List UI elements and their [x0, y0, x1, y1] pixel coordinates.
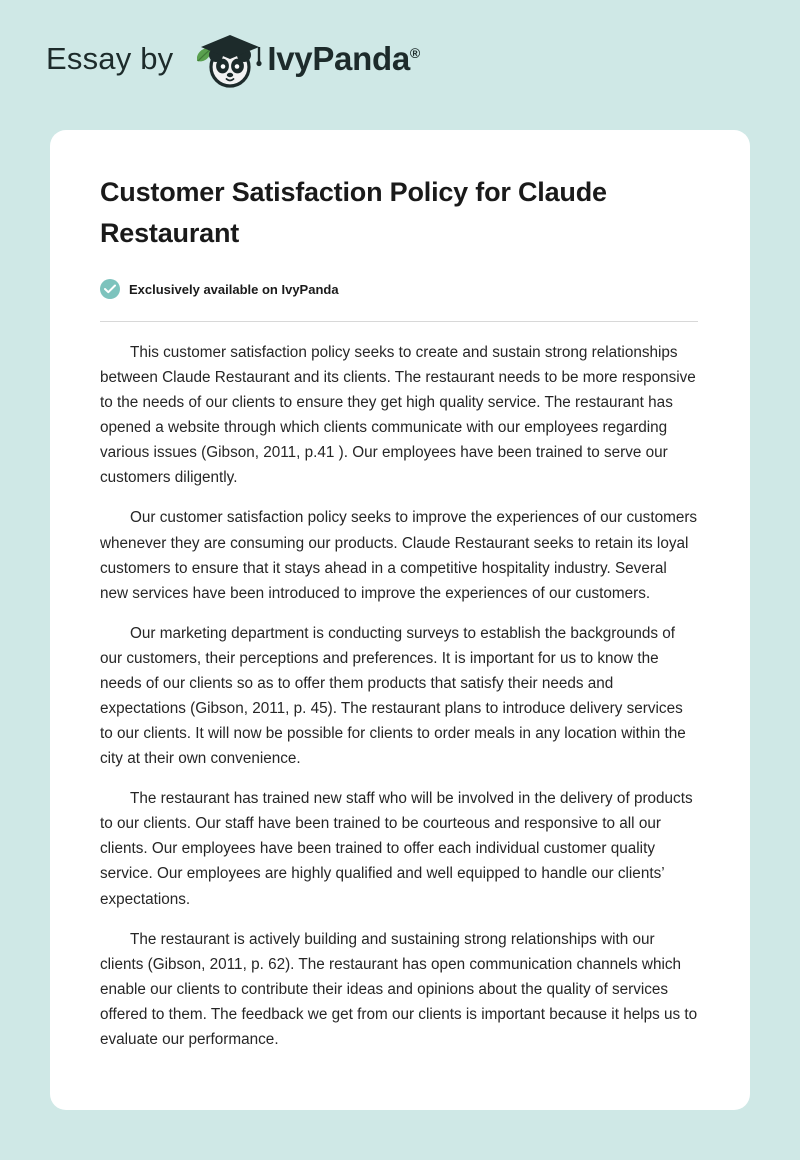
brand-name	[267, 40, 420, 78]
paragraph: The restaurant has trained new staff who will be involved in the delivery of products to our clients. Our staff have been trained to be courteous and responsive to all our clients. Our employees have been trained to offer each individual customer quality service. Our employees are highly qualified and well equipped to handle our clients’ expectations.	[100, 790, 693, 908]
exclusive-badge	[74, 279, 724, 299]
essay-card	[50, 130, 750, 1110]
status-badge-label: Exclusively available on IvyPanda	[129, 281, 339, 297]
graduation-cap-panda-logo-icon	[185, 27, 269, 91]
brand-logo[interactable]	[185, 27, 420, 91]
paragraph: This customer satisfaction policy seeks to create and sustain strong relationships between Claude Restaurant and its clients. The restaurant needs to be more responsive to the needs of our clients to ensure they get high quality service. The restaurant has opened a website through which clients communicate with our employees regarding various issues (Gibson, 2011, p.41 ). Our employees have been trained to serve our customers diligently.	[100, 344, 696, 487]
registered-mark: ®	[409, 45, 420, 61]
header-prefix-text: Essay by	[46, 41, 174, 76]
site-header	[0, 0, 800, 78]
paragraph: The restaurant is actively building and sustaining strong relationships with our clients (Gibson, 2011, p. 62). The restaurant has open communication channels which enable our clients to contribute their ideas and opinions about the quality of services offered to them. The feedback we get from our clients is important because it helps us to evaluate our performance.	[100, 930, 698, 1048]
check-circle-icon	[100, 279, 120, 299]
brand-name-text: IvyPanda	[267, 40, 410, 77]
page-title: Customer Satisfaction Policy for Claude Restaurant	[100, 177, 607, 248]
title-divider	[100, 321, 698, 322]
essay-body	[74, 340, 724, 1052]
paragraph: Our customer satisfaction policy seeks to improve the experiences of our customers whenever they are consuming our products. Claude Restaurant seeks to retain its loyal customers to ensure that it stays ahead in a competitive hospitality industry. Several new services have been introduced to improve the experiences of our customers.	[100, 509, 698, 602]
paragraph: Our marketing department is conducting surveys to establish the backgrounds of our customers, their perceptions and preferences. It is important for us to know the needs of our clients so as to offer them products that satisfy their needs and expectations (Gibson, 2011, p. 45). The restaurant plans to introduce delivery services to our clients. It will now be possible for clients to order meals in any location within the city at their own convenience.	[100, 624, 686, 768]
